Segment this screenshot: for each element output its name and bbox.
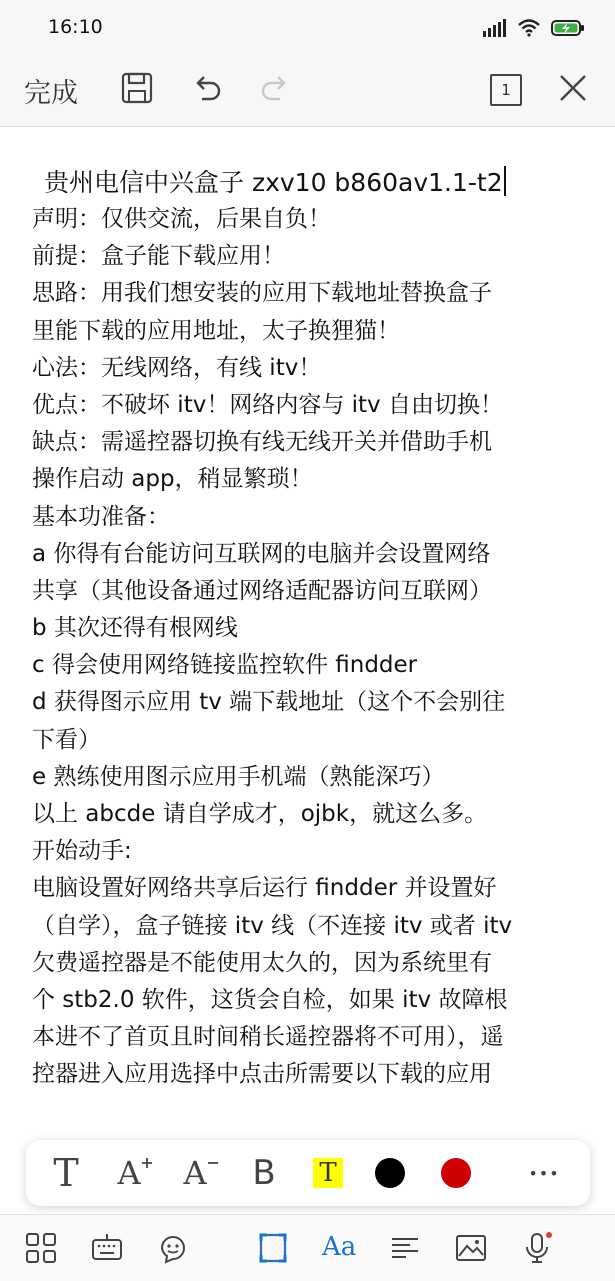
document-body[interactable] <box>32 201 592 1094</box>
undo-icon[interactable] <box>190 71 224 105</box>
status-icons <box>483 16 585 40</box>
text-color-black-button[interactable] <box>374 1140 406 1206</box>
document-line: 缺点：需遥控器切换有线无线开关并借助手机 <box>32 429 492 456</box>
document-line: 优点：不破坏 itv！网络内容与 itv 自由切换！ <box>32 391 503 418</box>
apps-grid-icon[interactable] <box>24 1231 58 1265</box>
document-line: 操作启动 app，稍显繁琐！ <box>32 466 313 493</box>
black-color-swatch <box>375 1158 405 1188</box>
status-time: 16:10 <box>48 16 103 38</box>
document-editor[interactable] <box>0 127 615 1167</box>
format-toolbar <box>26 1140 590 1206</box>
document-line: 里能下载的应用地址，太子换狸猫！ <box>32 317 400 344</box>
highlight-swatch: T <box>313 1158 343 1188</box>
minus-icon <box>207 1157 219 1169</box>
document-line: e 熟练使用图示应用手机端（熟能深巧） <box>32 763 445 790</box>
bold-button[interactable]: B <box>252 1153 276 1193</box>
close-icon[interactable] <box>556 71 590 105</box>
decrease-font-label: A <box>183 1154 207 1192</box>
text-color-red-button[interactable] <box>440 1140 472 1206</box>
status-bar <box>0 0 615 56</box>
signal-icon <box>483 19 507 37</box>
font-format-button[interactable]: Aa <box>322 1232 357 1262</box>
wifi-icon <box>517 19 541 37</box>
document-line: 前提：盒子能下载应用！ <box>32 243 285 270</box>
page-indicator-button[interactable] <box>490 74 522 106</box>
voice-assistant-icon[interactable] <box>156 1231 190 1265</box>
document-line: c 得会使用网络链接监控软件 findder <box>32 652 418 679</box>
document-line: 以上 abcde 请自学成才，ojbk，就这么多。 <box>32 801 488 827</box>
scan-frame-icon[interactable] <box>256 1231 290 1265</box>
document-line: d 获得图示应用 tv 端下载地址（这个不会别往 <box>32 689 506 716</box>
image-insert-icon[interactable] <box>454 1231 488 1265</box>
editor-toolbar <box>0 56 615 127</box>
document-line: 控器进入应用选择中点击所需要以下载的应用 <box>32 1061 492 1088</box>
red-color-swatch <box>441 1158 471 1188</box>
microphone-icon[interactable] <box>520 1231 554 1265</box>
document-title[interactable]: 贵州电信中兴盒子 zxv10 b860av1.1-t2 <box>44 163 506 199</box>
document-line: 思路：用我们想安装的应用下载地址替换盒子 <box>32 280 492 307</box>
document-line: 个 stb2.0 软件，这货会自检，如果 itv 故障根 <box>32 986 508 1013</box>
document-line: （自学），盒子链接 itv 线（不连接 itv 或者 itv <box>32 912 513 939</box>
battery-charging-icon <box>551 19 585 37</box>
save-icon[interactable] <box>120 71 154 105</box>
document-line: 电脑设置好网络共享后运行 findder 并设置好 <box>32 875 497 902</box>
keyboard-icon[interactable] <box>90 1231 124 1265</box>
page-number: 1 <box>501 81 511 99</box>
document-line: 声明：仅供交流，后果自负！ <box>32 206 331 232</box>
document-line: 共享（其他设备通过网络适配器访问互联网） <box>32 577 492 604</box>
bottom-toolbar <box>0 1214 615 1281</box>
redo-icon[interactable] <box>258 71 292 105</box>
text-cursor <box>504 166 506 196</box>
document-line: 开始动手: <box>32 838 132 865</box>
increase-font-label: A <box>117 1154 141 1192</box>
document-line: 心法：无线网络，有线 itv！ <box>32 354 322 381</box>
paragraph-align-icon[interactable] <box>388 1231 422 1265</box>
document-line: 欠费遥控器是不能使用太久的，因为系统里有 <box>32 949 492 976</box>
done-button[interactable]: 完成 <box>24 78 78 109</box>
document-line: 下看） <box>32 726 101 753</box>
plus-icon <box>141 1157 153 1169</box>
document-line: b 其次还得有根网线 <box>32 615 238 642</box>
document-line: 基本功准备： <box>32 503 170 530</box>
highlight-button[interactable] <box>312 1140 344 1206</box>
document-line: 本进不了首页且时间稍长遥控器将不可用），遥 <box>32 1024 504 1051</box>
more-options-button[interactable]: ••• <box>528 1163 560 1183</box>
document-line: a 你得有台能访问互联网的电脑并会设置网络 <box>32 540 491 567</box>
text-style-button[interactable]: T <box>53 1151 79 1195</box>
increase-font-button[interactable] <box>106 1140 164 1206</box>
decrease-font-button[interactable] <box>172 1140 230 1206</box>
